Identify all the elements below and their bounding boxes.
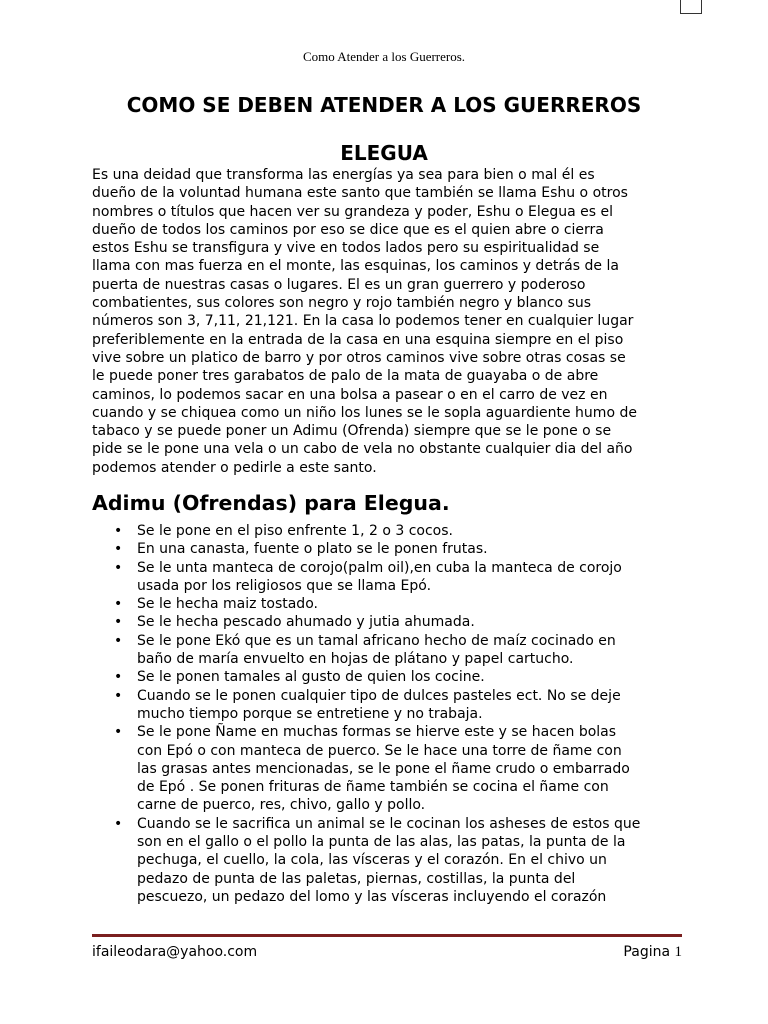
list-item: • Se le unta manteca de corojo(palm oil),en cuba la manteca de corojo usada por los religiosos que se llama Epó. [92,559,692,596]
list-item: • Se le ponen tamales al gusto de quien los cocine. [92,668,692,686]
running-header: Como Atender a los Guerreros. [302,49,466,64]
window-corner-box [680,0,702,14]
list-item: • En una canasta, fuente o plato se le ponen frutas. [92,540,692,558]
footer-email: ifaileodara@yahoo.com [92,944,258,960]
page-number: 1 [674,944,682,960]
footer-rule [92,934,682,937]
offerings-list [92,522,692,906]
list-item: • Cuando se le sacrifica un animal se le cocinan los asheses de estos que son en el gallo o el pollo la punta de las alas, las patas, la punta de la pechuga, el cuello, la cola, las vísceras y el corazón. En el chivo un pedazo de punta de las paletas, piernas, costillas, la punta del pescuezo, un pedazo del lomo y las vísceras incluyendo el corazón [92,815,692,906]
list-item: • Cuando se le ponen cualquier tipo de dulces pasteles ect. No se deje mucho tiempo porque se entretiene y no trabaja. [92,687,692,724]
list-item: • Se le pone Ekó que es un tamal africano hecho de maíz cocinado en baño de maría envuelto en hojas de plátano y papel cartucho. [92,632,692,669]
page-label: Pagina [623,944,671,960]
section-title-elegua: ELEGUA [340,141,428,165]
list-item: • Se le hecha pescado ahumado y jutia ahumada. [92,613,692,631]
list-item: • Se le pone en el piso enfrente 1, 2 o 3 cocos. [92,522,692,540]
list-item: • Se le hecha maiz tostado. [92,595,692,613]
footer-page-indicator [582,944,682,961]
adimu-heading: Adimu (Ofrendas) para Elegua. [92,491,450,515]
list-item: • Se le pone Ñame en muchas formas se hierve este y se hacen bolas con Epó o con manteca de puerco. Se le hace una torre de ñame con las grasas antes mencionadas, se le pone el ñame crudo o embarrado de Epó . Se ponen frituras de ñame también se cocina el ñame con carne de puerco, res, chivo, gallo y pollo. [92,723,692,814]
document-title: COMO SE DEBEN ATENDER A LOS GUERREROS [126,93,642,117]
intro-paragraph: Es una deidad que transforma las energías ya sea para bien o mal él es dueño de la voluntad humana este santo que también se llama Eshu o otros nombres o títulos que hacen ver su grandeza y poder, Eshu o Elegua es el dueño de todos los caminos por eso se dice que es el quien abre o cierra estos Eshu se transfigura y vive en todos lados pero su espiritualidad se llama con mas fuerza en el monte, las esquinas, los caminos y detrás de la puerta de nuestras casas o lugares. El es un gran guerrero y poderoso combatientes, sus colores son negro y rojo también negro y blanco sus números son 3, 7,11, 21,121. En la casa lo podemos tener en cualquier lugar preferiblemente en la entrada de la casa en una esquina siempre en el piso vive sobre un platico de barro y por otros caminos vive sobre otras cosas se le puede poner tres garabatos de palo de la mata de guayaba o de abre caminos, lo podemos sacar en una bolsa a pasear o en el carro de vez en cuando y se chiquea como un niño los lunes se le sopla aguardiente humo de tabaco y se puede poner un Adimu (Ofrenda) siempre que se le pone o se pide se le pone una vela o un cabo de vela no obstante cualquier dia del año podemos atender o pedirle a este santo. [92,167,637,476]
